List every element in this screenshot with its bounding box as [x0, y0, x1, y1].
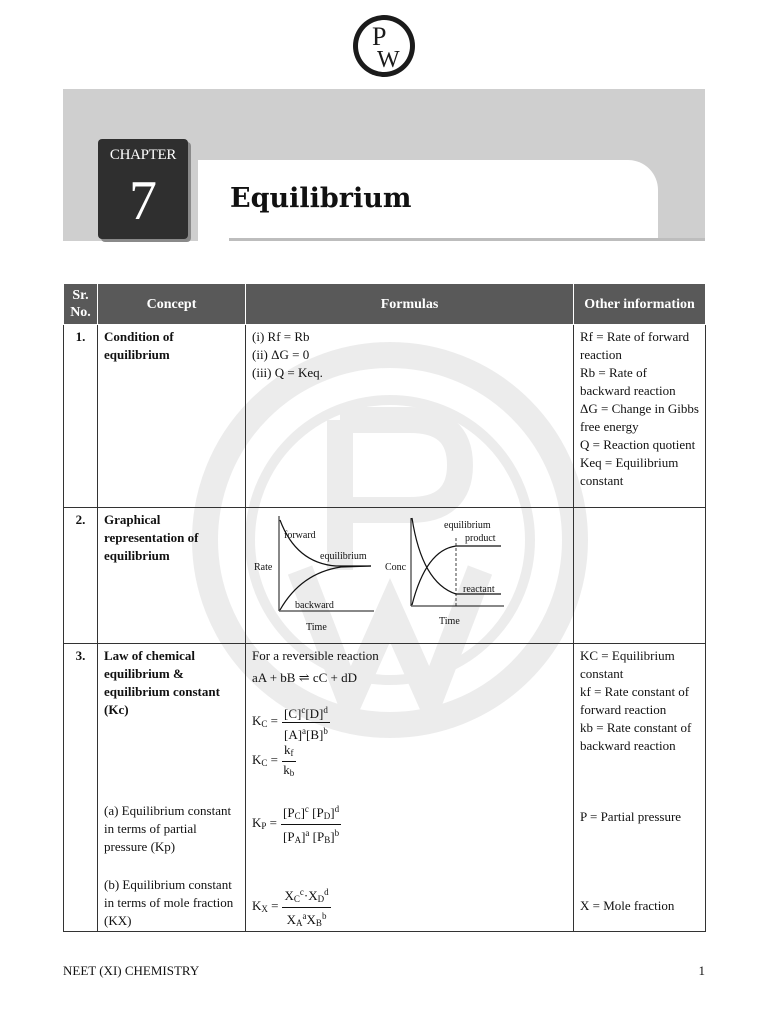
row2-concept: Graphical representation of equilibrium — [98, 508, 246, 644]
row3-sub-b: (b) Equilibrium constant in terms of mole fraction (KX) — [104, 877, 234, 928]
chapter-badge — [98, 139, 188, 239]
header-underline — [229, 238, 705, 241]
row2-graphs — [246, 508, 574, 644]
chapter-title: Equilibrium — [230, 183, 412, 214]
footer-subject: NEET (XI) CHEMISTRY — [63, 963, 200, 978]
formula-line: (ii) ΔG = 0 — [252, 347, 310, 362]
table-row — [64, 325, 706, 508]
conc-vs-time-graph — [385, 518, 504, 627]
equilibrium-graphs — [246, 508, 572, 638]
graph2-reactant-label: reactant — [463, 584, 495, 595]
info-line: Keq = Equilibrium constant — [580, 455, 679, 488]
info-line: kb = Rate constant of backward reaction — [580, 720, 692, 753]
row2-info — [574, 508, 706, 644]
logo-letter-p: P — [372, 22, 387, 51]
formula-line: (iii) Q = Keq. — [252, 365, 323, 380]
row3-sr: 3. — [64, 644, 98, 932]
row1-concept: Condition of equilibrium — [98, 325, 246, 508]
graph1-forward-label: forward — [284, 530, 316, 541]
row2-sr: 2. — [64, 508, 98, 644]
graph2-ylabel: Conc — [385, 562, 407, 573]
row3-sub-a: (a) Equilibrium constant in terms of partial pressure (Kp) — [104, 803, 232, 854]
row1-formulas — [246, 325, 574, 508]
formula-line: (i) Rf = Rb — [252, 329, 310, 344]
graph2-xlabel: Time — [439, 616, 460, 627]
info-line: kf = Rate constant of forward reaction — [580, 684, 690, 717]
info-mole-fraction: X = Mole fraction — [580, 898, 675, 913]
row1-sr: 1. — [64, 325, 98, 508]
info-line: Rb = Rate of backward reaction — [580, 365, 676, 398]
reaction-equation: aA + bB ⇌ cC + dD — [252, 670, 357, 685]
header-other-info: Other information — [574, 284, 706, 325]
info-partial-pressure: P = Partial pressure — [580, 809, 682, 824]
product-curve — [412, 546, 501, 605]
chapter-label: CHAPTER — [109, 147, 177, 163]
row3-concept — [98, 644, 246, 932]
graph1-equilibrium-label: equilibrium — [320, 551, 367, 562]
info-line: KC = Equilibrium constant — [580, 648, 675, 681]
graph1-ylabel: Rate — [254, 562, 273, 573]
chapter-number: 7 — [129, 170, 157, 232]
graph2-product-label: product — [465, 533, 496, 544]
table-header-row — [64, 284, 706, 325]
row3-info — [574, 644, 706, 932]
graph1-backward-label: backward — [295, 600, 334, 611]
row3-intro: For a reversible reaction — [252, 648, 379, 663]
page-number: 1 — [698, 963, 705, 978]
header-concept: Concept — [98, 284, 246, 325]
header-sr-no: Sr. No. — [64, 284, 98, 325]
row3-formulas — [246, 644, 574, 932]
equilibrium-table — [63, 283, 705, 932]
kp-formula: $K_P$ = $\frac{[P_C]^c [P_D]^d}{[P_A]^a [P_B]^b}$ — [252, 801, 341, 848]
pw-logo — [352, 13, 416, 79]
kx-formula: $K_X$ = $X_C^c\cdot X_D^d$ $X_A^aX_B^b$ — [252, 884, 331, 931]
info-line: Q = Reaction quotient — [580, 437, 696, 452]
row1-info — [574, 325, 706, 508]
table-row — [64, 644, 706, 932]
rate-vs-time-graph — [254, 516, 374, 633]
graph2-equilibrium-label: equilibrium — [444, 520, 491, 531]
kc-rate-constant-formula: $K_C$ = $\frac{k_f}{k_b}$ — [252, 742, 295, 778]
graph1-xlabel: Time — [306, 622, 327, 633]
info-line: Rf = Rate of forward reaction — [580, 329, 690, 362]
info-line: ΔG = Change in Gibbs free energy — [580, 401, 699, 434]
header-formulas: Formulas — [246, 284, 574, 325]
kc-concentration-formula: $K_C$ = $\frac{[C]^c[D]^d}{[A]^a[B]^b}$ — [252, 702, 330, 743]
logo-letter-w: W — [377, 47, 400, 73]
row3-concept-title: Law of chemical equilibrium & equilibrium constant (Kc) — [104, 648, 220, 717]
table-row — [64, 508, 706, 644]
